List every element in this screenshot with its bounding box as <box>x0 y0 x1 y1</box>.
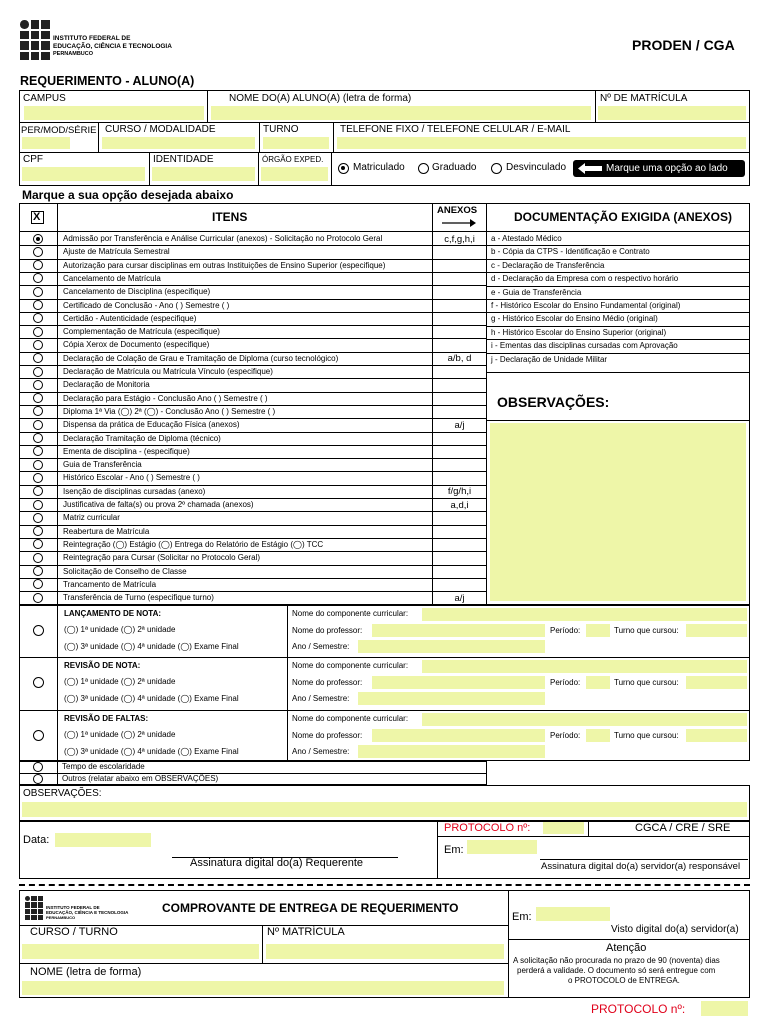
item-label: Certidão - Autenticidade (especifique) <box>63 313 197 323</box>
row-divider <box>19 485 487 486</box>
status-radio[interactable] <box>491 163 502 174</box>
nota-turno-input[interactable] <box>686 676 747 689</box>
item-anexos: a,d,i <box>450 499 469 511</box>
item-anexos: f/g/h,i <box>447 486 472 498</box>
em-input[interactable] <box>467 840 537 854</box>
nota-professor-label: Nome do professor: <box>292 626 363 635</box>
marque-hint-box <box>573 160 745 177</box>
logo-mark-icon <box>20 20 50 60</box>
row-divider <box>19 525 487 526</box>
itens-header: ITENS <box>212 210 248 224</box>
doc-item: e - Guia de Transferência <box>491 287 582 297</box>
observacoes-bottom-label: OBSERVAÇÕES: <box>23 788 102 799</box>
item-label: Ementa de disciplina - (especifique) <box>63 446 190 456</box>
item-label: Guia de Transferência <box>63 460 142 470</box>
item-radio[interactable] <box>33 367 43 377</box>
receipt-aviso-3: o PROTOCOLO de ENTREGA. <box>568 976 680 985</box>
observacoes-title: OBSERVAÇÕES: <box>497 394 610 410</box>
nota-periodo-input[interactable] <box>586 624 610 637</box>
nota-componente-input[interactable] <box>422 660 747 673</box>
item-label: Autorização para cursar disciplinas em outras Instituições de Ensino Superior (especifique) <box>63 260 386 270</box>
nota-periodo-input[interactable] <box>586 676 610 689</box>
marque-hint-text: Marque uma opção ao lado <box>606 163 728 174</box>
nota-title: LANÇAMENTO DE NOTA: <box>64 609 162 618</box>
row-divider <box>19 458 487 459</box>
identidade-input[interactable] <box>152 167 255 181</box>
row-divider <box>19 338 487 339</box>
receipt-logo-line-3: PERNAMBUCO <box>46 915 76 920</box>
item-label: Declaração de Monitoria <box>63 380 150 390</box>
arrow-left-icon <box>578 163 602 174</box>
data-input[interactable] <box>55 833 151 847</box>
item-label: Reintegração para Cursar (Solicitar no Protocolo Geral) <box>63 553 260 563</box>
requerente-signature-label: Assinatura digital do(a) Requerente <box>190 857 364 869</box>
item-label: Complementação de Matrícula (especifique) <box>63 327 220 337</box>
receipt-em-input[interactable] <box>536 907 610 921</box>
protocolo-label: PROTOCOLO nº: <box>444 822 531 834</box>
campus-input[interactable] <box>24 106 204 120</box>
cut-line <box>19 884 750 886</box>
item-label: Ajuste de Matrícula Semestral <box>63 247 170 257</box>
row-divider <box>19 392 487 393</box>
row-divider <box>19 325 487 326</box>
doc-item: g - Histórico Escolar do Ensino Médio (original) <box>491 314 658 324</box>
item-radio[interactable] <box>33 473 43 483</box>
receipt-nome-label: NOME (letra de forma) <box>30 966 142 978</box>
item-label: Declaração de Colação de Grau e Tramitação de Diploma (curso tecnológico) <box>63 353 339 363</box>
nota-radio[interactable] <box>33 677 44 688</box>
doc-divider <box>486 299 750 300</box>
item-radio[interactable] <box>33 380 43 390</box>
nota-periodo-label: Período: <box>550 678 581 687</box>
nota-professor-input[interactable] <box>372 729 545 742</box>
telefone-input[interactable] <box>337 137 746 149</box>
nota-turno-label: Turno que cursou: <box>614 678 679 687</box>
item-radio[interactable] <box>33 593 43 603</box>
telefone-label: TELEFONE FIXO / TELEFONE CELULAR / E-MAIL <box>340 124 571 135</box>
row-divider <box>19 498 487 499</box>
receipt-atencao: Atenção <box>606 942 647 954</box>
options-heading: Marque a sua opção desejada abaixo <box>22 188 234 202</box>
item-label: Justificativa de falta(s) ou prova 2º chamada (anexos) <box>63 500 254 509</box>
item-label: Cancelamento de Matrícula <box>63 273 161 283</box>
item-label: Declaração Tramitação de Diploma (técnico) <box>63 433 221 443</box>
row-divider <box>19 538 487 539</box>
doc-divider <box>486 272 750 273</box>
nota-periodo-label: Período: <box>550 731 581 740</box>
extra-radio-outros[interactable] <box>33 774 43 784</box>
item-radio[interactable] <box>33 300 43 310</box>
logo-line-3: PERNAMBUCO <box>53 51 94 57</box>
doc-divider <box>486 353 750 354</box>
row-divider <box>19 378 487 379</box>
item-radio[interactable] <box>33 500 43 510</box>
doc-divider <box>486 286 750 287</box>
extra-radio-tempo[interactable] <box>33 762 43 772</box>
row-divider <box>19 591 487 592</box>
doc-divider <box>486 259 750 260</box>
nota-row-1: (◯) 1ª unidade (◯) 2ª unidade <box>64 677 176 686</box>
receipt-curso-input[interactable] <box>22 944 259 959</box>
row-divider <box>19 511 487 512</box>
observacoes-bottom-input[interactable] <box>22 802 747 817</box>
item-radio[interactable] <box>33 247 43 257</box>
nota-professor-input[interactable] <box>372 624 545 637</box>
item-label: Isenção de disciplinas cursadas (anexo) <box>63 486 206 496</box>
nota-title: REVISÃO DE FALTAS: <box>64 714 149 723</box>
doc-item: j - Declaração de Unidade Militar <box>491 354 608 364</box>
identidade-label: IDENTIDADE <box>153 154 214 165</box>
item-anexos: c,f,g,h,i <box>444 233 475 245</box>
nome-input[interactable] <box>211 106 591 120</box>
nota-componente-input[interactable] <box>422 713 747 726</box>
row-divider <box>19 578 487 579</box>
receipt-visto-label: Visto digital do(a) servidor(a) <box>611 924 739 935</box>
documentacao-header: DOCUMENTAÇÃO EXIGIDA (ANEXOS) <box>514 210 733 224</box>
doc-item: c - Declaração de Transferência <box>491 260 605 270</box>
anexos-header: ANEXOS <box>437 205 478 216</box>
item-label: Diploma 1ª Via (◯) 2ª (◯) - Conclusão Ano ( ) Semestre ( ) <box>63 406 276 416</box>
doc-divider <box>486 339 750 340</box>
extra-item-outros: Outros (relatar abaixo em OBSERVAÇÕES) <box>62 774 219 783</box>
receipt-aviso-1: A solicitação não procurada no prazo de 90 (noventa) dias <box>513 956 720 965</box>
turno-input[interactable] <box>263 137 329 149</box>
row-divider <box>19 299 487 300</box>
nota-professor-label: Nome do professor: <box>292 678 363 687</box>
item-label: Solicitação de Conselho de Classe <box>63 566 187 576</box>
receipt-protocolo-input[interactable] <box>701 1001 748 1016</box>
item-radio[interactable] <box>33 340 43 350</box>
protocolo-input[interactable] <box>543 822 584 834</box>
check-header-box: X <box>31 211 44 224</box>
cpf-label: CPF <box>23 154 43 165</box>
item-label: Matriz curricular <box>63 513 120 523</box>
nota-ano-label: Ano / Semestre: <box>292 642 350 651</box>
nota-componente-label: Nome do componente curricular: <box>292 661 409 670</box>
doc-divider <box>486 245 750 246</box>
row-divider <box>19 259 487 260</box>
extra-item-tempo: Tempo de escolaridade <box>62 762 145 771</box>
doc-divider <box>486 312 750 313</box>
nota-turno-label: Turno que cursou: <box>614 731 679 740</box>
nota-row-2: (◯) 3ª unidade (◯) 4ª unidade (◯) Exame Final <box>64 694 239 703</box>
row-divider <box>19 432 487 433</box>
receipt-logo-line-1: INSTITUTO FEDERAL DE <box>46 905 100 910</box>
nota-turno-label: Turno que cursou: <box>614 626 679 635</box>
receipt-curso-label: CURSO / TURNO <box>30 926 118 938</box>
item-radio[interactable] <box>33 287 43 297</box>
doc-item: i - Ementas das disciplinas cursadas com Aprovação <box>491 341 678 351</box>
row-divider <box>19 245 487 246</box>
nota-row-1: (◯) 1ª unidade (◯) 2ª unidade <box>64 625 176 634</box>
nota-turno-input[interactable] <box>686 624 747 637</box>
nota-title: REVISÃO DE NOTA: <box>64 661 141 670</box>
proden-label: PRODEN / CGA <box>632 37 735 53</box>
curso-input[interactable] <box>102 137 255 149</box>
nota-row-2: (◯) 3ª unidade (◯) 4ª unidade (◯) Exame Final <box>64 747 239 756</box>
receipt-em-label: Em: <box>512 911 532 923</box>
item-label: Reintegração (◯) Estágio (◯) Entrega do Relatório de Estágio (◯) TCC <box>63 539 324 549</box>
item-radio[interactable] <box>33 327 43 337</box>
nota-ano-label: Ano / Semestre: <box>292 747 350 756</box>
item-anexos: a/b, d <box>447 353 472 365</box>
nota-radio[interactable] <box>33 625 44 636</box>
turno-label: TURNO <box>263 124 299 135</box>
receipt-protocolo-label: PROTOCOLO nº: <box>591 1002 686 1016</box>
form-title: REQUERIMENTO - ALUNO(A) <box>20 74 195 88</box>
observacoes-input[interactable] <box>490 423 746 601</box>
nota-periodo-input[interactable] <box>586 729 610 742</box>
doc-divider <box>486 326 750 327</box>
item-label: Certificado de Conclusão - Ano ( ) Semestre ( ) <box>63 300 230 310</box>
item-label: Cancelamento de Disciplina (especifique) <box>63 287 211 297</box>
nota-row-2: (◯) 3ª unidade (◯) 4ª unidade (◯) Exame Final <box>64 642 239 651</box>
row-divider <box>19 418 487 419</box>
logo-line-2: EDUCAÇÃO, CIÊNCIA E TECNOLOGIA <box>53 43 172 50</box>
row-divider <box>19 352 487 353</box>
receipt-logo-mark-icon <box>25 896 43 920</box>
row-divider <box>19 405 487 406</box>
item-label: Trancamento de Matrícula <box>63 579 157 589</box>
doc-item: b - Cópia da CTPS - Identificação e Contrato <box>491 247 650 257</box>
receipt-title: COMPROVANTE DE ENTREGA DE REQUERIMENTO <box>162 901 459 915</box>
item-label: Declaração para Estágio - Conclusão Ano ( ) Semestre ( ) <box>63 393 268 403</box>
item-label: Declaração de Matrícula ou Matrícula Vínculo (especifique) <box>63 367 273 376</box>
matricula-label: Nº DE MATRÍCULA <box>600 93 688 104</box>
nota-componente-label: Nome do componente curricular: <box>292 714 409 723</box>
nome-label: NOME DO(A) ALUNO(A) (letra de forma) <box>229 93 412 104</box>
item-radio[interactable] <box>33 234 43 244</box>
item-label: Dispensa da prática de Educação Física (anexos) <box>63 420 240 430</box>
row-divider <box>19 471 487 472</box>
row-divider <box>19 285 487 286</box>
item-label: Histórico Escolar - Ano ( ) Semestre ( ) <box>63 473 200 483</box>
item-label: Admissão por Transferência e Análise Curricular (anexos) - Solicitação no Protocolo Geral <box>63 234 383 243</box>
per-label: PER/MOD/SÉRIE <box>21 125 97 136</box>
cgca-label: CGCA / CRE / SRE <box>635 822 731 834</box>
nota-ano-input[interactable] <box>358 745 545 758</box>
data-label: Data: <box>23 834 50 846</box>
nota-professor-input[interactable] <box>372 676 545 689</box>
nota-professor-label: Nome do professor: <box>292 731 363 740</box>
nota-periodo-label: Período: <box>550 626 581 635</box>
arrow-right-icon <box>442 219 476 227</box>
logo-line-1: INSTITUTO FEDERAL DE <box>53 35 131 42</box>
nota-row-1: (◯) 1ª unidade (◯) 2ª unidade <box>64 730 176 739</box>
doc-item: d - Declaração da Empresa com o respectivo horário <box>491 274 679 284</box>
receipt-matricula-label: Nº MATRÍCULA <box>267 926 345 938</box>
row-divider <box>19 565 487 566</box>
item-anexos: a/j <box>454 592 465 604</box>
orgao-input[interactable] <box>261 167 328 181</box>
row-divider <box>19 272 487 273</box>
item-radio[interactable] <box>33 460 43 470</box>
row-divider <box>19 312 487 313</box>
nota-ano-input[interactable] <box>358 640 545 653</box>
item-radio[interactable] <box>33 433 43 443</box>
per-input[interactable] <box>22 137 70 149</box>
item-anexos: a/j <box>454 419 465 431</box>
nota-componente-input[interactable] <box>422 608 747 621</box>
em-label: Em: <box>444 844 464 856</box>
nota-radio[interactable] <box>33 730 44 741</box>
receipt-matricula-input[interactable] <box>266 944 504 959</box>
receipt-nome-input[interactable] <box>22 981 504 995</box>
receipt-logo-line-2: EDUCAÇÃO, CIÊNCIA E TECNOLOGIA <box>46 910 129 915</box>
row-divider <box>19 551 487 552</box>
nota-ano-input[interactable] <box>358 692 545 705</box>
matricula-input[interactable] <box>598 106 746 120</box>
nota-componente-label: Nome do componente curricular: <box>292 609 409 618</box>
item-label: Cópia Xerox de Documento (especifique) <box>63 340 210 350</box>
doc-item: a - Atestado Médico <box>491 234 562 243</box>
curso-label: CURSO / MODALIDADE <box>105 124 216 135</box>
row-divider <box>19 365 487 366</box>
status-radio[interactable] <box>338 163 349 174</box>
servidor-signature-label: Assinatura digital do(a) servidor(a) responsável <box>541 861 741 872</box>
orgao-label: ÓRGÃO EXPED. <box>262 155 324 164</box>
receipt-aviso-2: perderá a validade. O documento só será entregue com <box>517 966 716 975</box>
item-radio[interactable] <box>33 566 43 576</box>
status-radio[interactable] <box>418 163 429 174</box>
cpf-input[interactable] <box>22 167 145 181</box>
doc-item: h - Histórico Escolar do Ensino Superior (original) <box>491 327 667 337</box>
row-divider <box>19 445 487 446</box>
item-label: Reabertura de Matrícula <box>63 526 150 536</box>
item-radio[interactable] <box>33 420 43 430</box>
item-label: Transferência de Turno (especifique turno) <box>63 593 214 603</box>
item-radio[interactable] <box>33 513 43 523</box>
campus-label: CAMPUS <box>23 93 66 104</box>
item-radio[interactable] <box>33 553 43 563</box>
doc-item: f - Histórico Escolar do Ensino Fundamental (original) <box>491 301 681 310</box>
nota-ano-label: Ano / Semestre: <box>292 694 350 703</box>
nota-turno-input[interactable] <box>686 729 747 742</box>
